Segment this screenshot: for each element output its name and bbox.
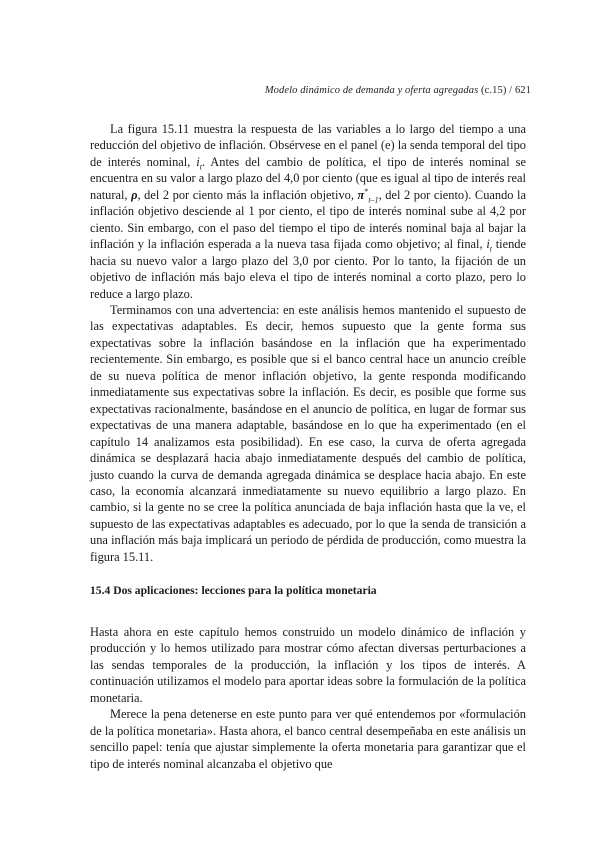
text-run: , del 2 por ciento más la inflación objetivo,	[137, 187, 358, 202]
text-run: , del 2 por ciento). Cuando la inflación objetivo desciende al 1 por ciento, el tipo de interés nominal sube al 4,2 por ciento. Sin embargo, con el paso del tiempo el tipo de interés nominal baja al bajar la inflación y la inflación esperada a la nueva tasa fijada como objetivo; al final,	[90, 187, 526, 252]
math-subscript-t-minus-1: t–1	[368, 195, 379, 205]
math-subscript-t: t	[489, 244, 493, 254]
math-symbol-pi: π	[357, 187, 365, 202]
text-run: tiende hacia su nuevo valor a largo plazo del 3,0 por ciento. Por lo tanto, la fijación de un objetivo de inflación más bajo eleva el tipo de interés nominal a corto plazo, pero lo reduce a largo plazo.	[90, 237, 526, 301]
body-text-block-2	[90, 624, 526, 772]
text-run: La figura 15.11 muestra la respuesta de las variables a lo largo del tiempo a una reducción del objetivo de inflación. Obsérvese en el panel (e) la senda temporal del tipo de interés nominal,	[90, 122, 526, 169]
paragraph-warning-expectations: Terminamos con una advertencia: en este análisis hemos mantenido el supuesto de las expectativas adaptables. Es decir, hemos supuesto que la gente forma sus expectativas sobre la inflación basándose en la inflación que ha experimentado recientemente. Sin embargo, es posible que si el banco central hace un anuncio creíble de su nueva política de menor inflación objetivo, la gente responda modificando inmediatamente sus expectativas sobre la inflación. Es decir, es posible que forme sus expectativas racionalmente, basándose en el anuncio de política, en lugar de formar sus expectativas de una manera adaptable, basándose en lo que ha experimentado (en el capítulo 14 analizamos esta posibilidad). En ese caso, la curva de oferta agregada dinámica se desplazará hacia abajo inmediatamente después del cambio de política, justo cuando la curva de demanda agregada dinámica se desplace hacia abajo. En este caso, la economía alcanzará inmediatamente su nuevo equilibrio a largo plazo. En cambio, si la gente no se cree la política anunciada de baja inflación hasta que la ve, el supuesto de las expectativas adaptables es adecuado, por lo que la senda de transición a una inflación más baja implicará un periodo de pérdida de producción, como muestra la figura 15.11.	[90, 302, 526, 564]
math-symbol-i: i	[196, 154, 200, 169]
paragraph-figure-15-11	[90, 121, 526, 302]
paragraph-intro-applications: Hasta ahora en este capítulo hemos construido un modelo dinámico de inflación y producción y lo hemos utilizado para mostrar cómo afectan diversas perturbaciones a las sendas temporales de la producción, la inflación y los tipos de interés. A continuación utilizamos el modelo para aportar ideas sobre la formulación de la política monetaria.	[90, 625, 526, 705]
paragraph-monetary-policy-formulation: Merece la pena detenerse en este punto para ver qué entendemos por «formulación de la política monetaria». Hasta ahora, el banco central desempeñaba en este análisis un sencillo papel: tenía que ajustar simplemente la oferta monetaria para garantizar que el tipo de interés nominal alcanzaba el objetivo que	[90, 707, 526, 771]
math-superscript-star: *	[364, 186, 369, 196]
text-run: . Antes del cambio de política, el tipo de interés nominal se encuentra en su valor a largo plazo del 4,0 por ciento (que es igual al tipo de interés real natural,	[90, 154, 526, 202]
math-subscript-t: t	[199, 162, 202, 172]
section-heading	[90, 584, 377, 597]
running-header	[265, 85, 531, 96]
section-title: Dos aplicaciones: lecciones para la política monetaria	[113, 584, 377, 597]
page-number: 621	[514, 85, 531, 96]
chapter-reference: (c.15)	[481, 85, 507, 96]
section-number: 15.4	[90, 584, 111, 597]
header-separator: /	[509, 85, 513, 96]
math-symbol-rho: ρ	[131, 187, 138, 202]
body-text-block-1	[90, 121, 526, 565]
math-symbol-i: i	[486, 237, 490, 252]
running-title: Modelo dinámico de demanda y oferta agregadas	[264, 85, 479, 96]
